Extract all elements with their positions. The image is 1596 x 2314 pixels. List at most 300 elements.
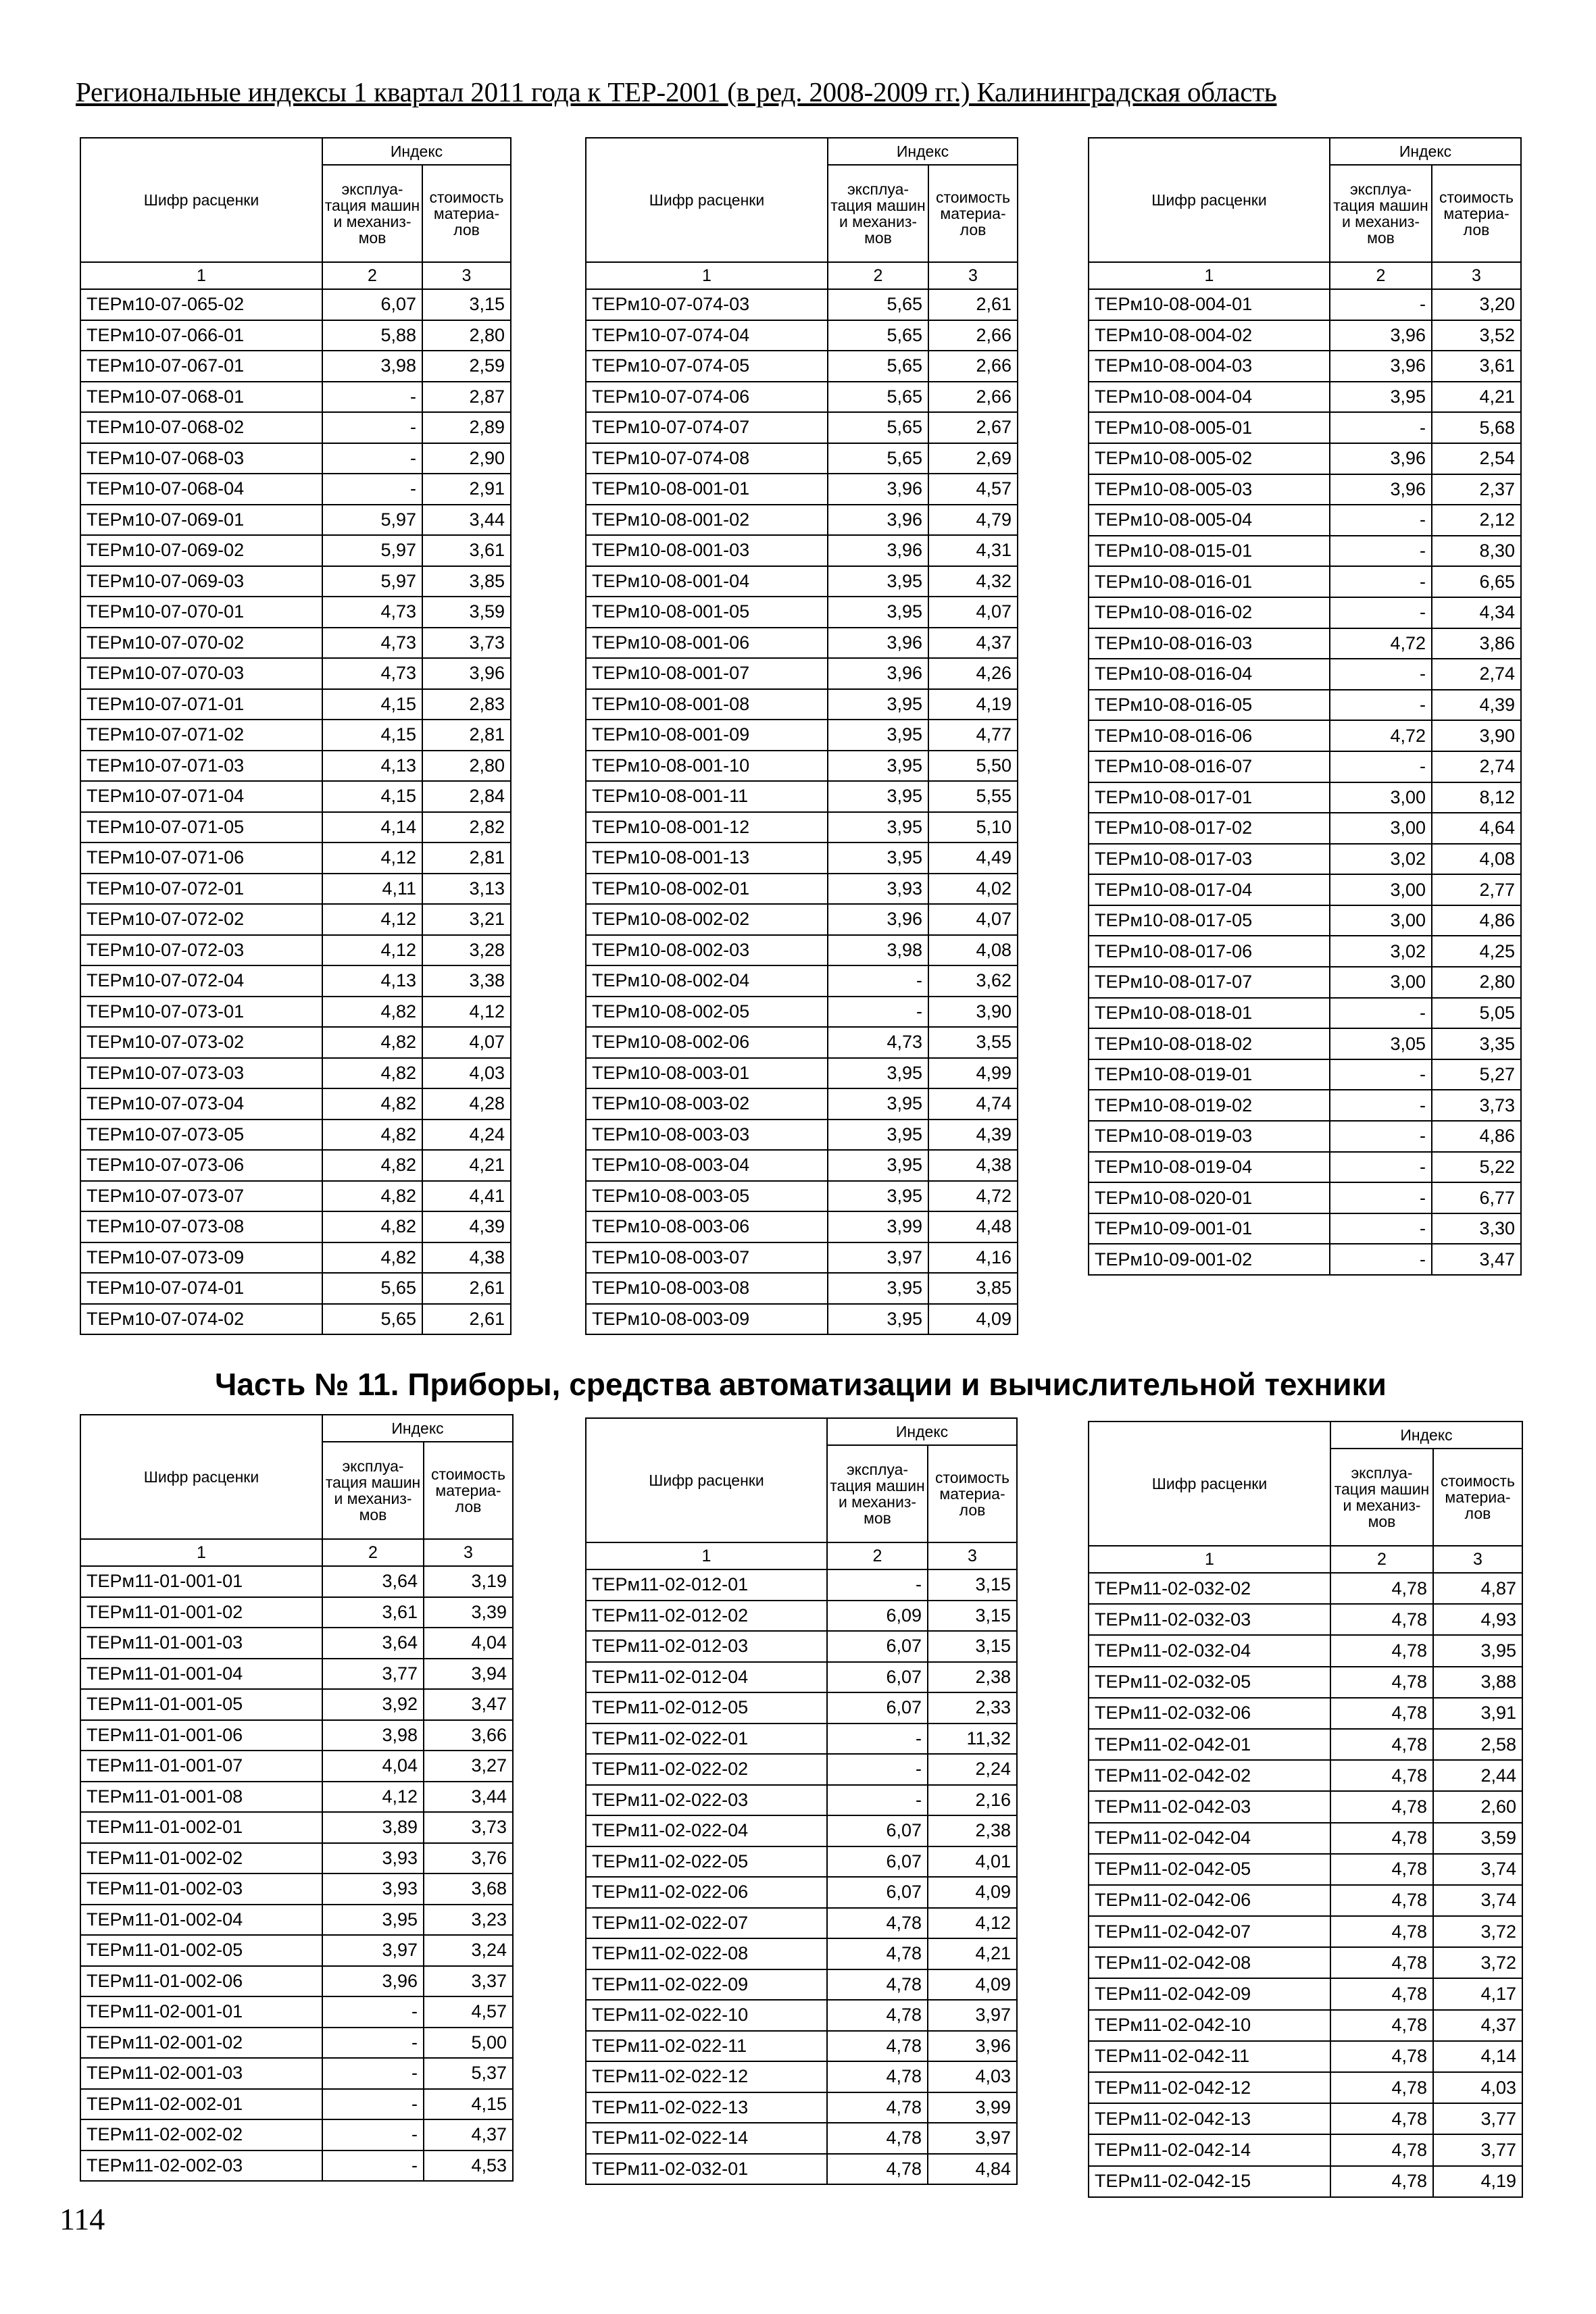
materials-index-cell: 3,74 <box>1433 1854 1522 1885</box>
header-machines: эксплуа-тация машин и механиз-мов <box>828 165 928 262</box>
code-cell: ТЕРм11-02-002-01 <box>80 2089 322 2120</box>
code-cell: ТЕРм11-02-042-08 <box>1089 1947 1330 1978</box>
code-cell: ТЕРм10-07-073-04 <box>80 1088 322 1120</box>
table-row <box>1089 782 1521 813</box>
table-row <box>586 812 1018 843</box>
code-cell: ТЕРм10-07-069-03 <box>80 566 322 597</box>
machines-index-cell: 3,02 <box>1330 936 1432 967</box>
code-cell: ТЕРм11-01-001-07 <box>80 1751 322 1782</box>
machines-index-cell: 4,78 <box>1330 1604 1433 1635</box>
table-row <box>80 1935 513 1966</box>
machines-index-cell: 3,00 <box>1330 782 1432 813</box>
table-row <box>586 505 1018 536</box>
code-cell: ТЕРм10-08-018-01 <box>1089 998 1330 1029</box>
code-cell: ТЕРм10-08-017-03 <box>1089 844 1330 875</box>
materials-index-cell: 4,01 <box>928 1846 1017 1878</box>
machines-index-cell: 5,65 <box>828 320 928 351</box>
machines-index-cell: 3,95 <box>828 720 928 751</box>
machines-index-cell: 4,78 <box>1330 1916 1433 1947</box>
materials-index-cell: 5,22 <box>1432 1152 1521 1183</box>
code-cell: ТЕРм10-08-005-02 <box>1089 443 1330 474</box>
table-row <box>1089 751 1521 782</box>
machines-index-cell: 6,07 <box>827 1877 928 1908</box>
materials-index-cell: 5,00 <box>424 2028 513 2059</box>
materials-index-cell: 4,93 <box>1433 1604 1522 1635</box>
code-cell: ТЕРм10-08-005-04 <box>1089 505 1330 536</box>
machines-index-cell: 3,95 <box>828 781 928 812</box>
materials-index-cell: 2,66 <box>928 382 1018 413</box>
machines-index-cell: 4,73 <box>322 658 422 689</box>
materials-index-cell: 2,67 <box>928 412 1018 443</box>
column-number: 2 <box>322 262 422 289</box>
machines-index-cell: 4,78 <box>827 2092 928 2123</box>
code-cell: ТЕРм10-08-015-01 <box>1089 536 1330 567</box>
header-machines: эксплуа-тация машин и механиз-мов <box>322 165 422 262</box>
machines-index-cell: 4,11 <box>322 874 422 905</box>
table-row <box>80 320 511 351</box>
code-cell: ТЕРм10-07-071-06 <box>80 842 322 874</box>
header-index: Индекс <box>1330 138 1521 165</box>
machines-index-cell: 4,78 <box>827 2000 928 2031</box>
machines-index-cell: 4,73 <box>322 597 422 628</box>
table-row <box>586 1938 1017 1969</box>
code-cell: ТЕРм10-08-016-07 <box>1089 751 1330 782</box>
table-row <box>586 720 1018 751</box>
code-cell: ТЕРм10-08-001-08 <box>586 689 828 720</box>
machines-index-cell: - <box>1330 1121 1432 1152</box>
materials-index-cell: 3,97 <box>928 2000 1017 2031</box>
code-cell: ТЕРм11-02-032-01 <box>586 2154 827 2185</box>
table-row <box>586 351 1018 382</box>
materials-index-cell: 2,33 <box>928 1692 1017 1724</box>
code-cell: ТЕРм10-08-003-04 <box>586 1150 828 1181</box>
machines-index-cell: 3,95 <box>828 1120 928 1151</box>
machines-index-cell: 3,95 <box>828 1273 928 1304</box>
code-cell: ТЕРм10-08-003-03 <box>586 1120 828 1151</box>
materials-index-cell: 2,38 <box>928 1662 1017 1693</box>
code-cell: ТЕРм11-02-012-01 <box>586 1569 827 1601</box>
materials-index-cell: 3,52 <box>1432 320 1521 351</box>
table-row <box>586 2092 1017 2123</box>
table-row <box>1089 1090 1521 1121</box>
table-row <box>586 412 1018 443</box>
table-row <box>586 874 1018 905</box>
code-cell: ТЕРм10-08-004-01 <box>1089 289 1330 320</box>
column-number: 3 <box>928 262 1018 289</box>
machines-index-cell: 4,78 <box>1330 2041 1433 2072</box>
code-cell: ТЕРм10-07-070-02 <box>80 628 322 659</box>
table-row <box>1089 1121 1521 1152</box>
machines-index-cell: 4,14 <box>322 812 422 843</box>
table-row <box>1089 844 1521 875</box>
materials-index-cell: 5,68 <box>1432 412 1521 443</box>
machines-index-cell: 4,13 <box>322 751 422 782</box>
materials-index-cell: 3,94 <box>424 1659 513 1690</box>
code-cell: ТЕРм10-07-071-04 <box>80 781 322 812</box>
materials-index-cell: 2,58 <box>1433 1729 1522 1760</box>
materials-index-cell: 4,03 <box>928 2061 1017 2092</box>
machines-index-cell: - <box>322 2028 424 2059</box>
materials-index-cell: 2,66 <box>928 351 1018 382</box>
table-row <box>1089 967 1521 998</box>
machines-index-cell: 6,07 <box>827 1846 928 1878</box>
materials-index-cell: 3,68 <box>424 1873 513 1905</box>
code-cell: ТЕРм11-02-042-09 <box>1089 1978 1330 2009</box>
materials-index-cell: 3,90 <box>1432 720 1521 751</box>
machines-index-cell: 3,96 <box>828 904 928 935</box>
code-cell: ТЕРм10-08-003-07 <box>586 1242 828 1274</box>
machines-index-cell: 4,78 <box>1330 1947 1433 1978</box>
materials-index-cell: 3,97 <box>928 2123 1017 2154</box>
table-row <box>80 351 511 382</box>
table-row <box>586 1724 1017 1755</box>
machines-index-cell: 3,95 <box>1330 382 1432 413</box>
header-index: Индекс <box>322 138 511 165</box>
machines-index-cell: - <box>827 1569 928 1601</box>
materials-index-cell: 4,86 <box>1432 1121 1521 1152</box>
code-cell: ТЕРм10-08-002-05 <box>586 997 828 1028</box>
table-row <box>586 689 1018 720</box>
machines-index-cell: 3,95 <box>828 1181 928 1212</box>
table-row <box>1089 1152 1521 1183</box>
table-row <box>586 1211 1018 1242</box>
code-cell: ТЕРм10-08-017-06 <box>1089 936 1330 967</box>
materials-index-cell: 4,34 <box>1432 597 1521 628</box>
table-row <box>80 597 511 628</box>
code-cell: ТЕРм11-01-002-02 <box>80 1843 322 1874</box>
table-row <box>80 474 511 505</box>
table-row <box>80 689 511 720</box>
machines-index-cell: 4,78 <box>1330 1729 1433 1760</box>
code-cell: ТЕРм10-08-003-02 <box>586 1088 828 1120</box>
machines-index-cell: 4,82 <box>322 1027 422 1058</box>
table-row <box>80 1628 513 1659</box>
machines-index-cell: 4,78 <box>1330 1823 1433 1854</box>
header-index: Индекс <box>828 138 1018 165</box>
machines-index-cell: - <box>1330 1213 1432 1244</box>
materials-index-cell: 3,74 <box>1433 1885 1522 1916</box>
code-cell: ТЕРм11-02-012-04 <box>586 1662 827 1693</box>
materials-index-cell: 2,61 <box>422 1273 511 1304</box>
code-cell: ТЕРм10-07-068-02 <box>80 412 322 443</box>
machines-index-cell: - <box>322 1996 424 2028</box>
machines-index-cell: - <box>827 1754 928 1785</box>
machines-index-cell: - <box>1330 536 1432 567</box>
machines-index-cell: 3,64 <box>322 1628 424 1659</box>
machines-index-cell: 3,95 <box>828 1058 928 1089</box>
code-cell: ТЕРм10-07-071-05 <box>80 812 322 843</box>
materials-index-cell: 3,61 <box>422 535 511 566</box>
machines-index-cell: 5,97 <box>322 566 422 597</box>
materials-index-cell: 2,37 <box>1432 474 1521 505</box>
materials-index-cell: 4,03 <box>1433 2072 1522 2103</box>
materials-index-cell: 4,04 <box>424 1628 513 1659</box>
code-cell: ТЕРм10-08-001-05 <box>586 597 828 628</box>
machines-index-cell: - <box>322 2150 424 2182</box>
machines-index-cell: 3,00 <box>1330 874 1432 905</box>
machines-index-cell: 3,05 <box>1330 1028 1432 1059</box>
table-row <box>80 1751 513 1782</box>
materials-index-cell: 3,24 <box>424 1935 513 1966</box>
code-cell: ТЕРм10-08-017-04 <box>1089 874 1330 905</box>
code-cell: ТЕРм10-08-001-07 <box>586 658 828 689</box>
code-cell: ТЕРм11-02-042-10 <box>1089 2010 1330 2041</box>
code-cell: ТЕРм11-01-001-08 <box>80 1782 322 1813</box>
table-row <box>80 1058 511 1089</box>
machines-index-cell: 3,93 <box>828 874 928 905</box>
table-row <box>586 1304 1018 1335</box>
materials-index-cell: 4,17 <box>1433 1978 1522 2009</box>
machines-index-cell: 5,88 <box>322 320 422 351</box>
table-row <box>586 965 1018 997</box>
machines-index-cell: 3,95 <box>828 842 928 874</box>
code-cell: ТЕРм10-08-002-03 <box>586 935 828 966</box>
materials-index-cell: 2,61 <box>422 1304 511 1335</box>
table-row <box>1089 1573 1522 1604</box>
materials-index-cell: 4,02 <box>928 874 1018 905</box>
materials-index-cell: 2,54 <box>1432 443 1521 474</box>
code-cell: ТЕРм10-07-072-02 <box>80 904 322 935</box>
code-cell: ТЕРм11-02-032-03 <box>1089 1604 1330 1635</box>
table-row <box>586 1846 1017 1878</box>
machines-index-cell: 4,78 <box>827 2154 928 2185</box>
table-row <box>586 382 1018 413</box>
code-cell: ТЕРм10-07-065-02 <box>80 289 322 320</box>
machines-index-cell: 4,72 <box>1330 628 1432 659</box>
code-cell: ТЕРм11-02-042-01 <box>1089 1729 1330 1760</box>
code-cell: ТЕРм10-07-074-03 <box>586 289 828 320</box>
table-row <box>1089 382 1521 413</box>
materials-index-cell: 4,39 <box>1432 690 1521 721</box>
table-row <box>586 2154 1017 2185</box>
code-cell: ТЕРм11-01-001-04 <box>80 1659 322 1690</box>
code-cell: ТЕРм10-08-001-11 <box>586 781 828 812</box>
materials-index-cell: 3,37 <box>424 1966 513 1997</box>
table-row <box>80 904 511 935</box>
code-cell: ТЕРм10-09-001-02 <box>1089 1244 1330 1275</box>
table-row <box>1089 1791 1522 1822</box>
code-cell: ТЕРм10-07-074-08 <box>586 443 828 474</box>
machines-index-cell: 4,73 <box>322 628 422 659</box>
header-code: Шифр расценки <box>586 138 828 262</box>
index-table-5 <box>585 1417 1018 2185</box>
materials-index-cell: 4,77 <box>928 720 1018 751</box>
materials-index-cell: 3,20 <box>1432 289 1521 320</box>
table-row <box>80 2058 513 2089</box>
table-row <box>586 2123 1017 2154</box>
materials-index-cell: 3,35 <box>1432 1028 1521 1059</box>
index-table-4 <box>80 1414 514 2182</box>
page-title: Региональные индексы 1 квартал 2011 года к ТЕР-2001 (в ред. 2008-2009 гг.) Калининградская область <box>76 76 1277 107</box>
table-row <box>586 1662 1017 1693</box>
machines-index-cell: 5,65 <box>828 289 928 320</box>
table-row <box>586 474 1018 505</box>
code-cell: ТЕРм11-01-002-05 <box>80 1935 322 1966</box>
code-cell: ТЕРм11-02-042-15 <box>1089 2166 1330 2197</box>
table-row <box>80 1812 513 1843</box>
code-cell: ТЕРм11-01-001-01 <box>80 1566 322 1597</box>
table-row <box>1089 659 1521 690</box>
code-cell: ТЕРм11-01-002-04 <box>80 1905 322 1936</box>
code-cell: ТЕРм10-08-004-04 <box>1089 382 1330 413</box>
machines-index-cell: 4,78 <box>827 2061 928 2092</box>
materials-index-cell: 3,39 <box>424 1597 513 1628</box>
column-number: 1 <box>80 262 322 289</box>
table-row <box>1089 2041 1522 2072</box>
machines-index-cell: 6,07 <box>827 1815 928 1846</box>
machines-index-cell: 3,93 <box>322 1843 424 1874</box>
code-cell: ТЕРм10-07-072-03 <box>80 935 322 966</box>
materials-index-cell: 4,14 <box>1433 2041 1522 2072</box>
materials-index-cell: 4,31 <box>928 535 1018 566</box>
code-cell: ТЕРм11-02-002-02 <box>80 2119 322 2150</box>
machines-index-cell: 5,65 <box>828 443 928 474</box>
materials-index-cell: 3,15 <box>928 1601 1017 1632</box>
machines-index-cell: 5,65 <box>828 351 928 382</box>
materials-index-cell: 3,13 <box>422 874 511 905</box>
code-cell: ТЕРм11-02-001-01 <box>80 1996 322 2028</box>
code-cell: ТЕРм10-07-074-07 <box>586 412 828 443</box>
machines-index-cell: 3,64 <box>322 1566 424 1597</box>
machines-index-cell: 3,96 <box>1330 443 1432 474</box>
machines-index-cell: 3,61 <box>322 1597 424 1628</box>
table-row <box>586 1969 1017 2001</box>
machines-index-cell: 4,78 <box>1330 2134 1433 2165</box>
machines-index-cell: 3,97 <box>322 1935 424 1966</box>
machines-index-cell: 3,96 <box>828 505 928 536</box>
machines-index-cell: - <box>1330 1090 1432 1121</box>
table-row <box>80 382 511 413</box>
code-cell: ТЕРм10-08-016-06 <box>1089 720 1330 751</box>
materials-index-cell: 2,16 <box>928 1785 1017 1816</box>
column-number: 2 <box>828 262 928 289</box>
materials-index-cell: 3,85 <box>928 1273 1018 1304</box>
code-cell: ТЕРм10-07-074-04 <box>586 320 828 351</box>
materials-index-cell: 3,72 <box>1433 1947 1522 1978</box>
code-cell: ТЕРм11-02-022-01 <box>586 1724 827 1755</box>
code-cell: ТЕРм10-08-001-13 <box>586 842 828 874</box>
code-cell: ТЕРм10-08-001-04 <box>586 566 828 597</box>
materials-index-cell: 2,66 <box>928 320 1018 351</box>
column-number: 2 <box>1330 1546 1433 1573</box>
header-code: Шифр расценки <box>80 138 322 262</box>
table-row <box>1089 2072 1522 2103</box>
machines-index-cell: 3,95 <box>828 751 928 782</box>
materials-index-cell: 4,41 <box>422 1181 511 1212</box>
machines-index-cell: 3,95 <box>828 1150 928 1181</box>
code-cell: ТЕРм10-08-005-01 <box>1089 412 1330 443</box>
machines-index-cell: 5,65 <box>828 412 928 443</box>
materials-index-cell: 2,59 <box>422 351 511 382</box>
materials-index-cell: 5,37 <box>424 2058 513 2089</box>
materials-index-cell: 4,19 <box>1433 2166 1522 2197</box>
table-row <box>586 2031 1017 2062</box>
table-row <box>1089 720 1521 751</box>
table-row <box>80 1211 511 1242</box>
header-machines: эксплуа-тация машин и механиз-мов <box>1330 165 1432 262</box>
materials-index-cell: 3,55 <box>928 1027 1018 1058</box>
machines-index-cell: - <box>828 997 928 1028</box>
materials-index-cell: 3,15 <box>928 1631 1017 1662</box>
table-row <box>80 1843 513 1874</box>
machines-index-cell: 4,78 <box>1330 1667 1433 1698</box>
table-row <box>1089 1635 1522 1666</box>
table-row <box>80 2119 513 2150</box>
code-cell: ТЕРм11-02-042-12 <box>1089 2072 1330 2103</box>
machines-index-cell: 6,09 <box>827 1601 928 1632</box>
table-row <box>586 1058 1018 1089</box>
materials-index-cell: 4,87 <box>1433 1573 1522 1604</box>
code-cell: ТЕРм10-07-068-04 <box>80 474 322 505</box>
machines-index-cell: 4,78 <box>827 2031 928 2062</box>
machines-index-cell: 3,95 <box>828 566 928 597</box>
table-row <box>586 1631 1017 1662</box>
machines-index-cell: 4,15 <box>322 720 422 751</box>
materials-index-cell: 4,39 <box>928 1120 1018 1151</box>
code-cell: ТЕРм10-07-073-09 <box>80 1242 322 1274</box>
materials-index-cell: 3,88 <box>1433 1667 1522 1698</box>
code-cell: ТЕРм10-07-069-01 <box>80 505 322 536</box>
code-cell: ТЕРм11-01-001-03 <box>80 1628 322 1659</box>
machines-index-cell: 4,78 <box>1330 2103 1433 2134</box>
machines-index-cell: - <box>1330 1152 1432 1183</box>
code-cell: ТЕРм11-02-012-03 <box>586 1631 827 1662</box>
header-index: Индекс <box>322 1415 513 1442</box>
materials-index-cell: 4,72 <box>928 1181 1018 1212</box>
table-row <box>80 1273 511 1304</box>
table-row <box>80 997 511 1028</box>
materials-index-cell: 4,15 <box>424 2089 513 2120</box>
machines-index-cell: 4,12 <box>322 904 422 935</box>
code-cell: ТЕРм10-08-001-03 <box>586 535 828 566</box>
table-row <box>586 2000 1017 2031</box>
machines-index-cell: - <box>1330 289 1432 320</box>
machines-index-cell: 4,13 <box>322 965 422 997</box>
table-row <box>1089 1947 1522 1978</box>
table-row <box>586 1692 1017 1724</box>
machines-index-cell: - <box>1330 1059 1432 1090</box>
table-row <box>80 2150 513 2182</box>
table-row <box>80 1120 511 1151</box>
machines-index-cell: 4,78 <box>1330 1978 1433 2009</box>
code-cell: ТЕРм11-02-032-04 <box>1089 1635 1330 1666</box>
table-row <box>80 658 511 689</box>
table-row <box>80 2089 513 2120</box>
materials-index-cell: 2,74 <box>1432 751 1521 782</box>
materials-index-cell: 3,62 <box>928 965 1018 997</box>
table-row <box>80 505 511 536</box>
machines-index-cell: 3,77 <box>322 1659 424 1690</box>
table-row <box>586 1908 1017 1939</box>
materials-index-cell: 4,09 <box>928 1969 1017 2001</box>
table-row <box>80 1242 511 1274</box>
materials-index-cell: 4,12 <box>422 997 511 1028</box>
table-row <box>80 935 511 966</box>
materials-index-cell: 4,53 <box>424 2150 513 2182</box>
table-row <box>1089 1760 1522 1791</box>
table-row <box>1089 1244 1521 1275</box>
materials-index-cell: 2,61 <box>928 289 1018 320</box>
table-row <box>1089 474 1521 505</box>
code-cell: ТЕРм10-07-066-01 <box>80 320 322 351</box>
materials-index-cell: 4,24 <box>422 1120 511 1151</box>
machines-index-cell: 4,12 <box>322 935 422 966</box>
header-code: Шифр расценки <box>80 1415 322 1539</box>
code-cell: ТЕРм10-08-002-04 <box>586 965 828 997</box>
table-row <box>1089 1885 1522 1916</box>
machines-index-cell: 4,78 <box>827 1969 928 2001</box>
materials-index-cell: 6,77 <box>1432 1182 1521 1213</box>
